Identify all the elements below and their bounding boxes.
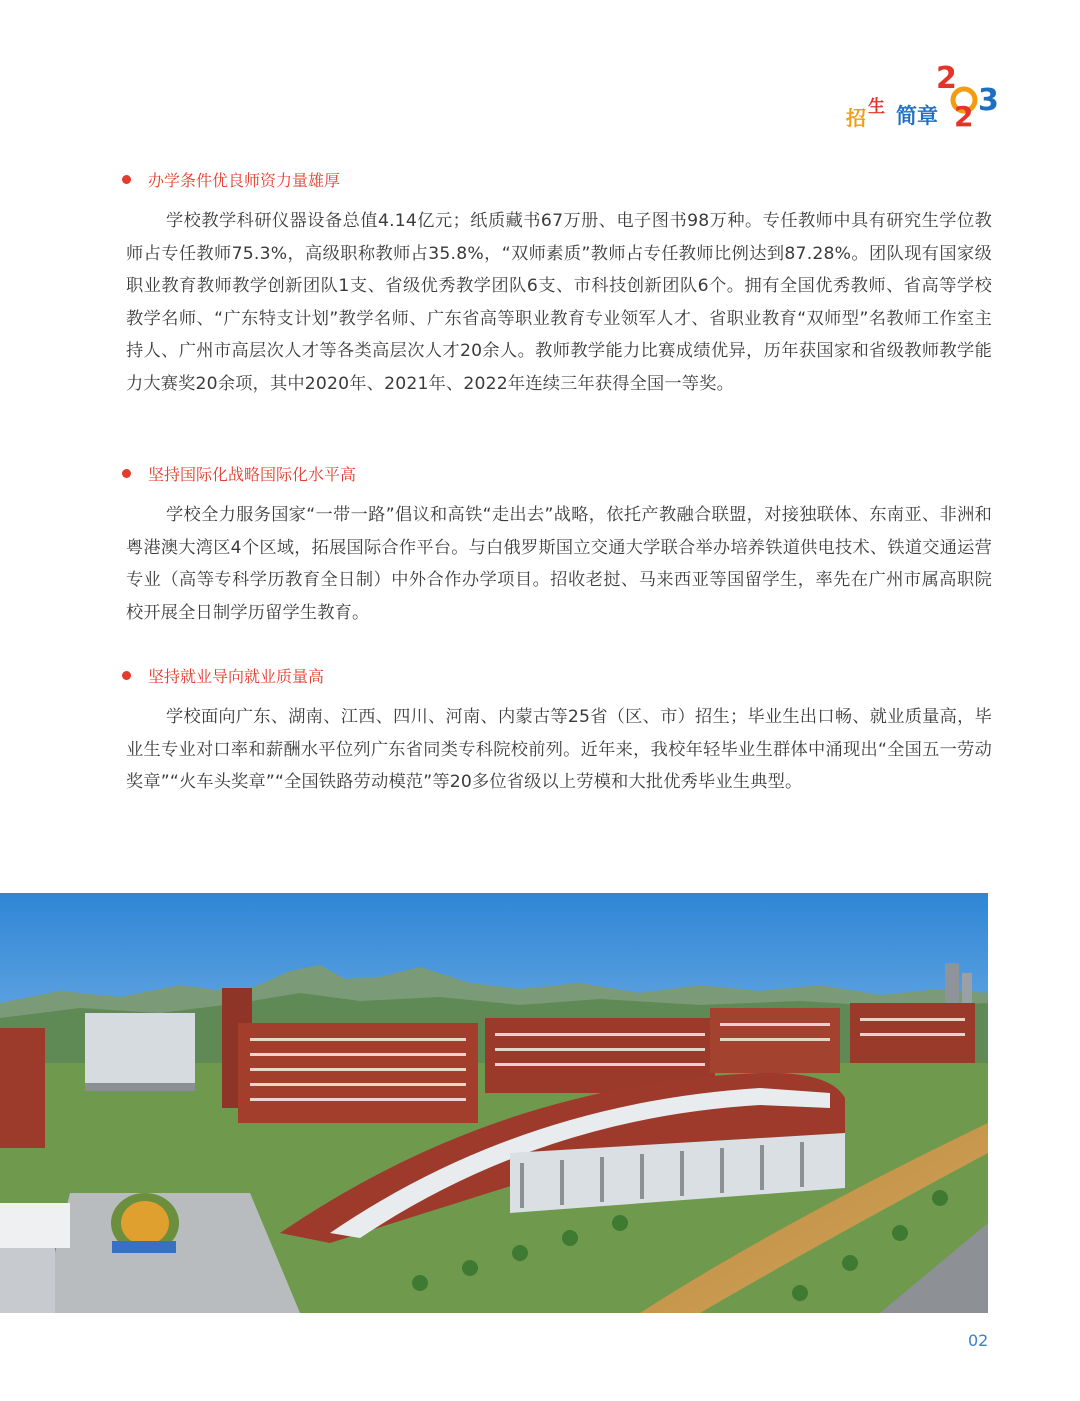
section-body: 学校面向广东、湖南、江西、四川、河南、内蒙古等25省（区、市）招生；毕业生出口畅、就业质量高，毕业生专业对口率和薪酬水平位列广东省同类专科院校前列。近年来，我校年轻毕业生群体中涌现出“全国五一劳动奖章”“火车头奖章”“全国铁路劳动模范”等20多位省级以上劳模和大批优秀毕业生典型。 [126, 707, 992, 792]
section-body: 学校教学科研仪器设备总值4.14亿元；纸质藏书67万册、电子图书98万种。专任教师中具有研究生学位教师占专任教师75.3%，高级职称教师占35.8%，“双师素质”教师占专任教师比例达到87.28%。团队现有国家级职业教育教师教学创新团队1支、省级优秀教学团队6支、市科技创新团队6个。拥有全国优秀教师、省高等学校教学名师、“广东特支计划”教学名师、广东省高等职业教育专业领军人才、省职业教育“双师型”名教师工作室主持人、广州市高层次人才等各类高层次人才20余人。教师教学能力比赛成绩优异，历年获国家和省级教师教学能力大赛奖20余项，其中2020年、2021年、2022年连续三年获得全国一等奖。 [126, 211, 992, 394]
section-heading-text: 坚持国际化战略国际化水平高 [148, 464, 357, 484]
campus-aerial-photo [0, 893, 988, 1313]
brochure-logo [840, 62, 1000, 132]
section-internationalization [122, 461, 992, 629]
logo-digit-3: 3 [978, 83, 999, 118]
section-faculty [122, 167, 992, 400]
section-heading [122, 461, 992, 485]
bullet-dot-icon [122, 671, 131, 680]
section-heading-text: 办学条件优良师资力量雄厚 [148, 170, 341, 190]
campus-illustration [0, 893, 988, 1313]
bullet-dot-icon [122, 469, 131, 478]
logo-char-zhao: 招 [846, 106, 866, 130]
section-body: 学校全力服务国家“一带一路”倡议和高铁“走出去”战略，依托产教融合联盟，对接独联体、东南亚、非洲和粤港澳大湾区4个区域，拓展国际合作平台。与白俄罗斯国立交通大学联合举办培养铁道供电技术、铁道交通运营专业（高等专科学历教育全日制）中外合作办学项目。招收老挝、马来西亚等国留学生，率先在广州市属高职院校开展全日制学历留学生教育。 [126, 505, 992, 623]
section-heading-text: 坚持就业导向就业质量高 [148, 666, 325, 686]
logo-digit-2-bottom: 2 [954, 100, 974, 128]
page-number: 02 [968, 1331, 989, 1350]
logo-char-sheng: 生 [868, 97, 885, 117]
year-2023-icon [932, 62, 1002, 128]
section-employment [122, 663, 992, 799]
section-heading [122, 663, 992, 687]
bullet-dot-icon [122, 175, 131, 184]
logo-digit-2-top: 2 [936, 62, 957, 96]
logo-text-jianzhang: 简章 [896, 104, 938, 128]
section-heading [122, 167, 992, 191]
